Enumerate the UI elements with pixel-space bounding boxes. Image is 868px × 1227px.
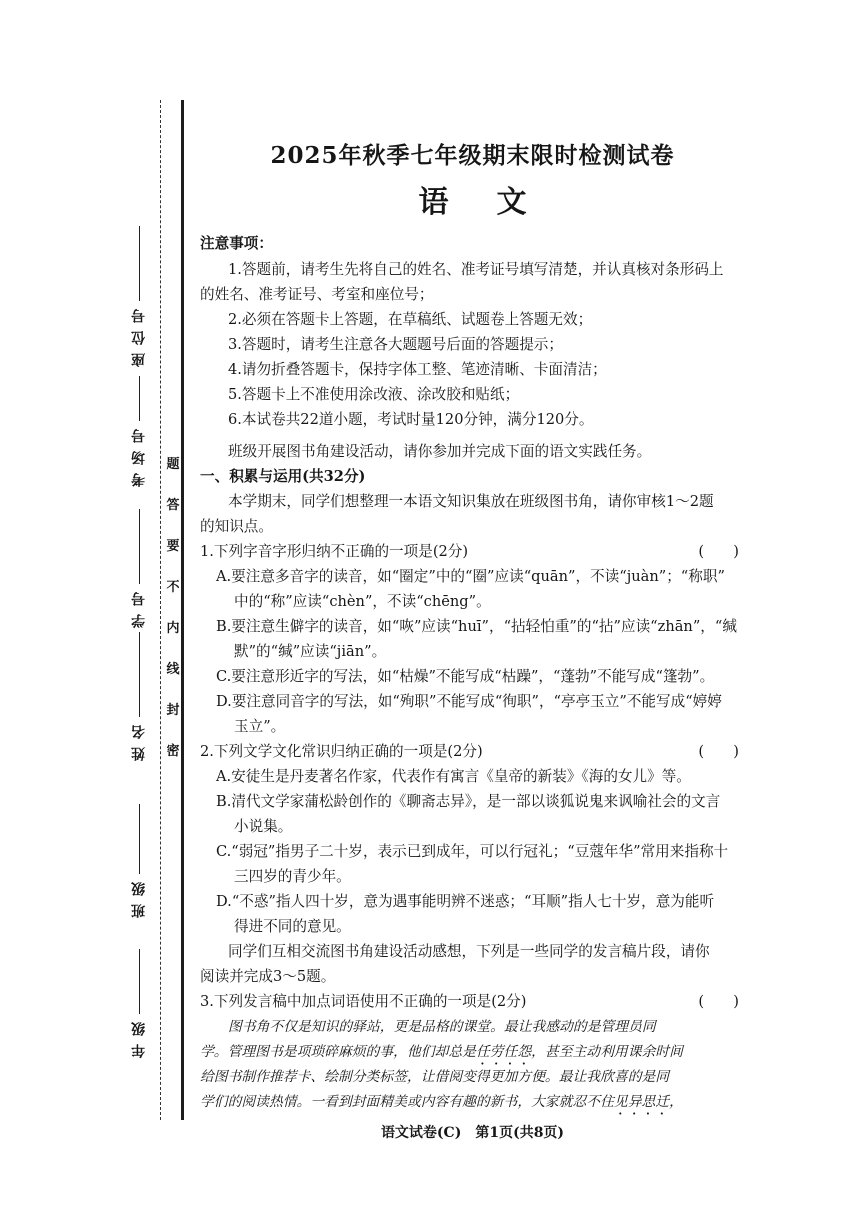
class-label: 班级 <box>131 874 147 918</box>
section-intro: 本学期末，同学们想整理一本语文知识集放在班级图书角，请你审核1～2题 <box>228 493 714 510</box>
q2-option-d: D.“不惑”指人四十岁，意为遇事能明辨不迷惑；“耳顺”指人七十岁，意为能听 <box>216 893 715 910</box>
student-id-label: 学号 <box>131 584 147 628</box>
warning-char: 不 <box>166 580 180 595</box>
q1-option-a: A.要注意多音字的读音，如“圈定”中的“圈”应读“quān”，不读“juàn”；“称职” <box>216 568 725 585</box>
q2-option-b-cont: 小说集。 <box>234 818 293 835</box>
notice-item: 4.请勿折叠答题卡，保持字体工整、笔迹清晰、卡面清洁； <box>228 361 607 378</box>
q3-passage: 图书角不仅是知识的驿站，更是品格的课堂。最让我感动的是管理员同 <box>228 1019 656 1035</box>
exam-title: 2025年秋季七年级期末限时检测试卷 <box>270 142 675 169</box>
passage-intro: 同学们互相交流图书角建设活动感想，下列是一些同学的发言稿片段，请你 <box>228 943 710 960</box>
class-line[interactable] <box>139 804 140 874</box>
binding-sidebar <box>0 0 196 1227</box>
warning-char: 内 <box>166 621 180 636</box>
q1-option-d: D.要注意同音字的写法，如“殉职”不能写成“徇职”，“亭亭玉立”不能写成“婷婷 <box>216 693 722 710</box>
notice-item: 5.答题卡上不准使用涂改液、涂改胶和贴纸； <box>228 386 520 403</box>
exam-room-field[interactable] <box>128 372 150 487</box>
dotted-term: 见异思迁 <box>613 1094 670 1110</box>
q1-option-b: B.要注意生僻字的读音，如“咴”应读“huī”，“拈轻怕重”的“拈”应读“zhān”，“缄 <box>216 618 737 635</box>
q3-passage <box>200 1090 745 1118</box>
page-footer: 语文试卷(C) 第1页(共8页) <box>380 1125 565 1141</box>
grade-line[interactable] <box>139 949 140 1014</box>
exam-room-label: 考场号 <box>131 421 147 487</box>
q3-passage <box>200 1040 745 1068</box>
notice-item: 2.必须在答题卡上答题，在草稿纸、试题卷上答题无效； <box>228 311 593 328</box>
warning-char: 密 <box>166 744 180 759</box>
content-column <box>200 0 745 1227</box>
q3-stem-text: 3.下列发言稿中加点词语使用不正确的一项是(2分) <box>200 993 527 1010</box>
q3-passage-text: 学们的阅读热情。一看到封面精美或内容有趣的新书，大家就忍不住 <box>200 1094 614 1110</box>
q3-passage: 给图书制作推荐卡、绘制分类标签，让借阅变得更加方便。最让我欣喜的是同 <box>200 1069 670 1085</box>
student-id-line[interactable] <box>139 509 140 584</box>
student-id-field[interactable] <box>128 505 150 628</box>
activity-intro: 班级开展图书角建设活动，请你参加并完成下面的语文实践任务。 <box>228 443 652 460</box>
answer-paren[interactable]: ( ) <box>698 543 739 560</box>
q2-stem-text: 2.下列文学文化常识归纳正确的一项是(2分) <box>200 743 483 760</box>
warning-char: 线 <box>166 662 180 677</box>
answer-paren[interactable]: ( ) <box>698 743 739 760</box>
grade-field[interactable] <box>128 945 150 1058</box>
seat-number-label: 座位号 <box>131 301 147 367</box>
binding-line-dashed <box>160 100 161 1120</box>
notice-item: 1.答题前，请考生先将自己的姓名、准考证号填写清楚，并认真核对条形码上 <box>228 261 724 278</box>
notice-heading: 注意事项： <box>200 235 273 252</box>
warning-char: 题 <box>166 457 180 472</box>
warning-char: 答 <box>166 498 180 513</box>
section-intro: 的知识点。 <box>200 518 273 535</box>
q2-option-a: A.安徒生是丹麦著名作家，代表作有寓言《皇帝的新装》《海的女儿》等。 <box>216 768 691 785</box>
question-2-stem <box>200 740 745 764</box>
notice-item: 6.本试卷共22道小题，考试时量120分钟，满分120分。 <box>228 411 594 428</box>
question-1-stem <box>200 540 745 564</box>
binding-line-solid <box>181 100 184 1120</box>
notice-item: 3.答题时，请考生注意各大题题号后面的答题提示； <box>228 336 563 353</box>
q2-option-d-cont: 得进不同的意见。 <box>234 918 351 935</box>
name-line[interactable] <box>139 632 140 717</box>
q2-option-b: B.清代文学家蒲松龄创作的《聊斋志异》，是一部以谈狐说鬼来讽喻社会的文言 <box>216 793 721 810</box>
name-label: 姓名 <box>131 717 147 761</box>
q1-option-b-cont: 默”的“缄”应读“jiān”。 <box>234 643 387 660</box>
seat-number-field[interactable] <box>128 222 150 367</box>
q1-option-c: C.要注意形近字的写法，如“枯燥”不能写成“枯躁”，“蓬勃”不能写成“篷勃”。 <box>216 668 715 685</box>
q3-passage-text: 学。管理图书是项琐碎麻烦的事，他们却总是 <box>200 1044 476 1060</box>
subject-title: 语文 <box>418 185 575 220</box>
warning-char: 要 <box>166 539 180 554</box>
warning-char: 封 <box>166 703 180 718</box>
passage-intro: 阅读并完成3～5题。 <box>200 968 336 985</box>
dotted-term: 任劳任怨 <box>475 1044 532 1060</box>
q3-passage-text: ，甚至主动利用课余时间 <box>531 1044 683 1060</box>
q2-option-c: C.“弱冠”指男子二十岁，表示已到成年，可以行冠礼；“豆蔻年华”常用来指称十 <box>216 843 729 860</box>
q1-stem-text: 1.下列字音字形归纳不正确的一项是(2分) <box>200 543 469 560</box>
name-field[interactable] <box>128 628 150 761</box>
seat-number-line[interactable] <box>139 226 140 301</box>
q1-option-a-cont: 中的“称”应读“chèn”，不读“chēng”。 <box>234 593 491 610</box>
answer-paren[interactable]: ( ) <box>698 993 739 1010</box>
question-3-stem <box>200 990 745 1014</box>
grade-label: 年级 <box>131 1014 147 1058</box>
section-heading: 一、积累与运用(共32分) <box>200 468 366 485</box>
q2-option-c-cont: 三四岁的青少年。 <box>234 868 351 885</box>
notice-item: 的姓名、准考证号、考室和座位号； <box>200 286 434 303</box>
q1-option-d-cont: 玉立”。 <box>234 718 286 735</box>
class-field[interactable] <box>128 800 150 918</box>
q3-passage-text: ， <box>669 1094 683 1110</box>
exam-room-line[interactable] <box>139 376 140 421</box>
